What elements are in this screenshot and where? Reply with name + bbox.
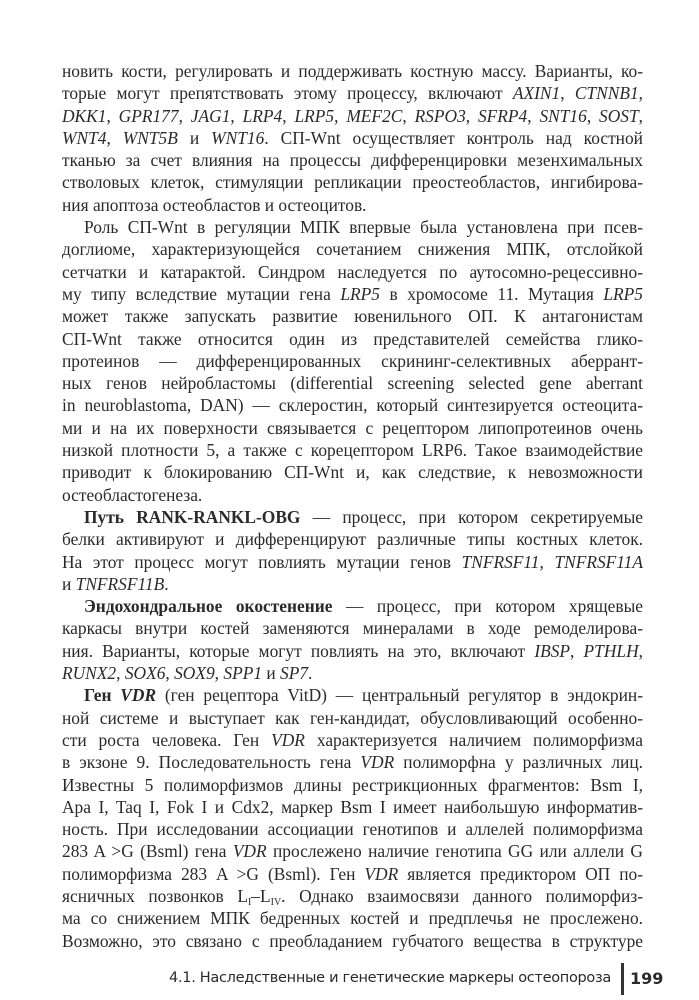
text-line bbox=[62, 595, 643, 617]
text-line bbox=[62, 506, 643, 528]
text-run: , bbox=[638, 105, 644, 126]
text-line bbox=[62, 149, 643, 171]
gene-name: LRP5 bbox=[603, 283, 643, 304]
text-line bbox=[62, 238, 643, 260]
text-line bbox=[62, 127, 643, 149]
body-text bbox=[62, 60, 643, 952]
text-line bbox=[62, 930, 643, 952]
text-run: характеризуется наличием полиморфизма bbox=[304, 729, 643, 750]
text-run: , bbox=[539, 551, 555, 572]
text-line bbox=[62, 105, 643, 127]
gene-name: SPP1 bbox=[223, 663, 263, 684]
text-line bbox=[62, 551, 643, 573]
gene-name: IBSP bbox=[534, 640, 571, 661]
text-run: низкой плотности 5, а также с корецептором LRP6. Такое взаимодействие bbox=[62, 440, 643, 461]
text-run: ния апоптоза остеобластов и остеоцитов. bbox=[62, 194, 367, 215]
gene-name: JAG1 bbox=[190, 105, 231, 126]
text-run: , bbox=[214, 663, 224, 684]
gene-name: CTNNB1 bbox=[574, 83, 639, 104]
gene-name: WNT16 bbox=[211, 127, 265, 148]
text-run: — процесс, при котором секретируемые bbox=[300, 506, 643, 527]
text-run: , bbox=[106, 105, 119, 126]
text-run: , bbox=[165, 663, 175, 684]
gene-name: PTHLH bbox=[583, 640, 639, 661]
text-run: , bbox=[638, 83, 644, 104]
text-line bbox=[62, 350, 643, 372]
text-run: приводит к блокированию СП-Wnt и, как следствие, к невозможности bbox=[62, 462, 643, 483]
text-run: в экзоне 9. Последовательность гена bbox=[62, 752, 361, 773]
text-run: , bbox=[402, 105, 415, 126]
text-run: ных генов нейробластомы (differential screening selected gene aberrant bbox=[62, 373, 643, 394]
text-run: в хромосоме 11. Мутация bbox=[379, 283, 604, 304]
text-line bbox=[62, 305, 643, 327]
footer-divider bbox=[621, 963, 624, 995]
text-run: in neuroblastoma, DAN) — склеростин, который синтезируется остеоцита- bbox=[62, 395, 643, 416]
text-run: , bbox=[106, 127, 123, 148]
text-run: , bbox=[527, 105, 540, 126]
text-run: и bbox=[177, 127, 212, 148]
text-line bbox=[62, 528, 643, 550]
text-line bbox=[62, 394, 643, 416]
text-run: полиморфна у различных лиц. bbox=[394, 752, 644, 773]
text-run: полиморфизма 283 A >G (Bsml). Ген bbox=[62, 863, 365, 884]
text-line bbox=[62, 60, 643, 82]
text-line bbox=[62, 617, 643, 639]
text-run: , bbox=[465, 105, 478, 126]
text-line bbox=[62, 907, 643, 929]
text-line bbox=[62, 484, 643, 506]
text-run: Роль СП-Wnt в регуляции МПК впервые была установлена при псев- bbox=[84, 217, 643, 238]
text-run: , bbox=[230, 105, 243, 126]
gene-name: VDR bbox=[232, 841, 267, 862]
page-footer bbox=[0, 963, 699, 995]
text-run: . bbox=[308, 663, 313, 684]
text-run: каркасы внутри костей заменяются минералами в ходе ремоделирова- bbox=[62, 618, 643, 639]
text-run: — процесс, при котором хрящевые bbox=[332, 596, 643, 617]
gene-name: LRP5 bbox=[340, 283, 380, 304]
text-run: На этот процесс могут повлиять мутации генов bbox=[62, 551, 462, 572]
gene-name: AXIN1 bbox=[512, 83, 561, 104]
text-run: Возможно, это связано с преобладанием губчатого вещества в структуре bbox=[62, 930, 643, 951]
text-run: торые могут препятствовать этому процессу, включают bbox=[62, 83, 513, 104]
text-run: (ген рецептора VitD) — центральный регулятор в эндокрин- bbox=[156, 685, 643, 706]
text-run: новить кости, регулировать и поддерживать костную массу. Варианты, ко- bbox=[62, 61, 643, 81]
bold-term: Путь RANK-RANKL-OBG bbox=[84, 506, 301, 527]
gene-name: WNT4 bbox=[62, 127, 107, 148]
running-title: 4.1. Наследственные и генетические маркеры остеопороза bbox=[169, 970, 611, 986]
text-run: ма со снижением МПК бедренных костей и предплечья не прослежено. bbox=[62, 908, 643, 929]
text-line bbox=[62, 171, 643, 193]
text-run: ной системе и выступает как ген-кандидат, обусловливающий особенно- bbox=[62, 707, 643, 728]
gene-name: SOX9 bbox=[174, 663, 215, 684]
bold-term: VDR bbox=[120, 685, 157, 706]
text-line bbox=[62, 417, 643, 439]
text-run: ния. Варианты, которые могут повлиять на это, включают bbox=[62, 640, 535, 661]
text-line bbox=[62, 751, 643, 773]
text-line bbox=[62, 863, 643, 885]
text-run: , bbox=[116, 663, 125, 684]
gene-name: SOST bbox=[599, 105, 639, 126]
text-run: ясничных позвонков L bbox=[62, 885, 248, 906]
text-line bbox=[62, 82, 643, 104]
text-line bbox=[62, 707, 643, 729]
text-run: ми и на их поверхности связывается с рецептором липопротеинов очень bbox=[62, 417, 643, 438]
text-line bbox=[62, 283, 643, 305]
gene-name: TNFRSF11 bbox=[461, 551, 540, 572]
text-line bbox=[62, 684, 643, 706]
text-line bbox=[62, 194, 643, 216]
text-run: белки активируют и дифференцируют различные типы костных клеток. bbox=[62, 529, 643, 550]
text-run: является предиктором ОП по- bbox=[398, 863, 643, 884]
text-run: . СП-Wnt осуществляет контроль над костной bbox=[264, 127, 643, 148]
text-run: , bbox=[570, 640, 584, 661]
text-line bbox=[62, 461, 643, 483]
gene-name: VDR bbox=[364, 863, 399, 884]
text-line bbox=[62, 774, 643, 796]
text-run: и bbox=[262, 663, 281, 684]
gene-name: SNT16 bbox=[539, 105, 587, 126]
text-run: Известны 5 полиморфизмов длины рестрикционных фрагментов: Bsm I, bbox=[62, 774, 643, 795]
text-line bbox=[62, 573, 643, 595]
gene-name: TNFRSF11A bbox=[554, 551, 643, 572]
text-run: , bbox=[560, 83, 575, 104]
text-run: тканью за счет влияния на процессы дифференцировки мезенхимальных bbox=[62, 150, 643, 171]
text-run: СП-Wnt также относится один из представителей семейства глико- bbox=[62, 328, 643, 349]
subscript: IV bbox=[270, 896, 282, 908]
text-run: . Однако взаимосвязи данного полиморфиз- bbox=[281, 885, 643, 906]
text-line bbox=[62, 662, 643, 684]
text-run: доглиоме, характеризующейся сочетанием снижения МПК, отслойкой bbox=[62, 239, 643, 260]
text-run: сетчатки и катарактой. Синдром наследуется по аутосомно-рецессивно- bbox=[62, 261, 643, 282]
text-run: , bbox=[638, 640, 643, 661]
text-line bbox=[62, 439, 643, 461]
text-line bbox=[62, 640, 643, 662]
subscript: I bbox=[247, 896, 252, 908]
gene-name: LRP5 bbox=[294, 105, 335, 126]
bold-term: Ген bbox=[84, 685, 121, 706]
gene-name: MEF2C bbox=[346, 105, 403, 126]
gene-name: VDR bbox=[271, 729, 305, 750]
text-run: сти роста человека. Ген bbox=[62, 729, 272, 750]
text-run: прослежено наличие генотипа GG или аллели G bbox=[266, 841, 643, 862]
text-line bbox=[62, 840, 643, 862]
text-line bbox=[62, 729, 643, 751]
gene-name: SP7 bbox=[280, 663, 309, 684]
text-run: . bbox=[164, 573, 169, 594]
gene-name: RSPO3 bbox=[414, 105, 466, 126]
text-run: протеинов — дифференцированных скрининг-селективных аберрант- bbox=[62, 350, 643, 371]
text-run: 283 A >G (Bsml) гена bbox=[62, 841, 233, 862]
text-line bbox=[62, 372, 643, 394]
text-run: остеобластогенеза. bbox=[62, 484, 203, 505]
text-run: может также запускать развитие ювенильного ОП. К антагонистам bbox=[62, 306, 643, 327]
gene-name: SFRP4 bbox=[477, 105, 528, 126]
text-run: , bbox=[282, 105, 295, 126]
page-number: 199 bbox=[630, 969, 664, 988]
gene-name: GPR177 bbox=[118, 105, 179, 126]
text-line bbox=[62, 328, 643, 350]
text-line bbox=[62, 796, 643, 818]
text-run: стволовых клеток, стимуляции репликации преостеобластов, ингибирова- bbox=[62, 172, 643, 193]
text-run: , bbox=[334, 105, 347, 126]
gene-name: WNT5B bbox=[122, 127, 178, 148]
gene-name: RUNX2 bbox=[62, 663, 117, 684]
text-run: Apa I, Taq I, Fok I и Cdx2, маркер Bsm I имеет наибольшую информатив- bbox=[62, 796, 643, 817]
text-run: ность. При исследовании ассоциации генотипов и аллелей полиморфизма bbox=[62, 819, 643, 840]
text-line bbox=[62, 885, 643, 907]
text-run: –L bbox=[251, 885, 271, 906]
gene-name: DKK1 bbox=[62, 105, 107, 126]
text-run: , bbox=[586, 105, 600, 126]
text-run: му типу вследствие мутации гена bbox=[62, 283, 341, 304]
text-run: и bbox=[62, 573, 76, 594]
text-line bbox=[62, 261, 643, 283]
bold-term: Эндохондральное окостенение bbox=[84, 596, 333, 617]
gene-name: LRP4 bbox=[242, 105, 283, 126]
text-line bbox=[62, 216, 643, 238]
gene-name: VDR bbox=[360, 752, 395, 773]
gene-name: TNFRSF11B bbox=[75, 573, 165, 594]
gene-name: SOX6 bbox=[124, 663, 166, 684]
text-line bbox=[62, 818, 643, 840]
text-run: , bbox=[178, 105, 191, 126]
